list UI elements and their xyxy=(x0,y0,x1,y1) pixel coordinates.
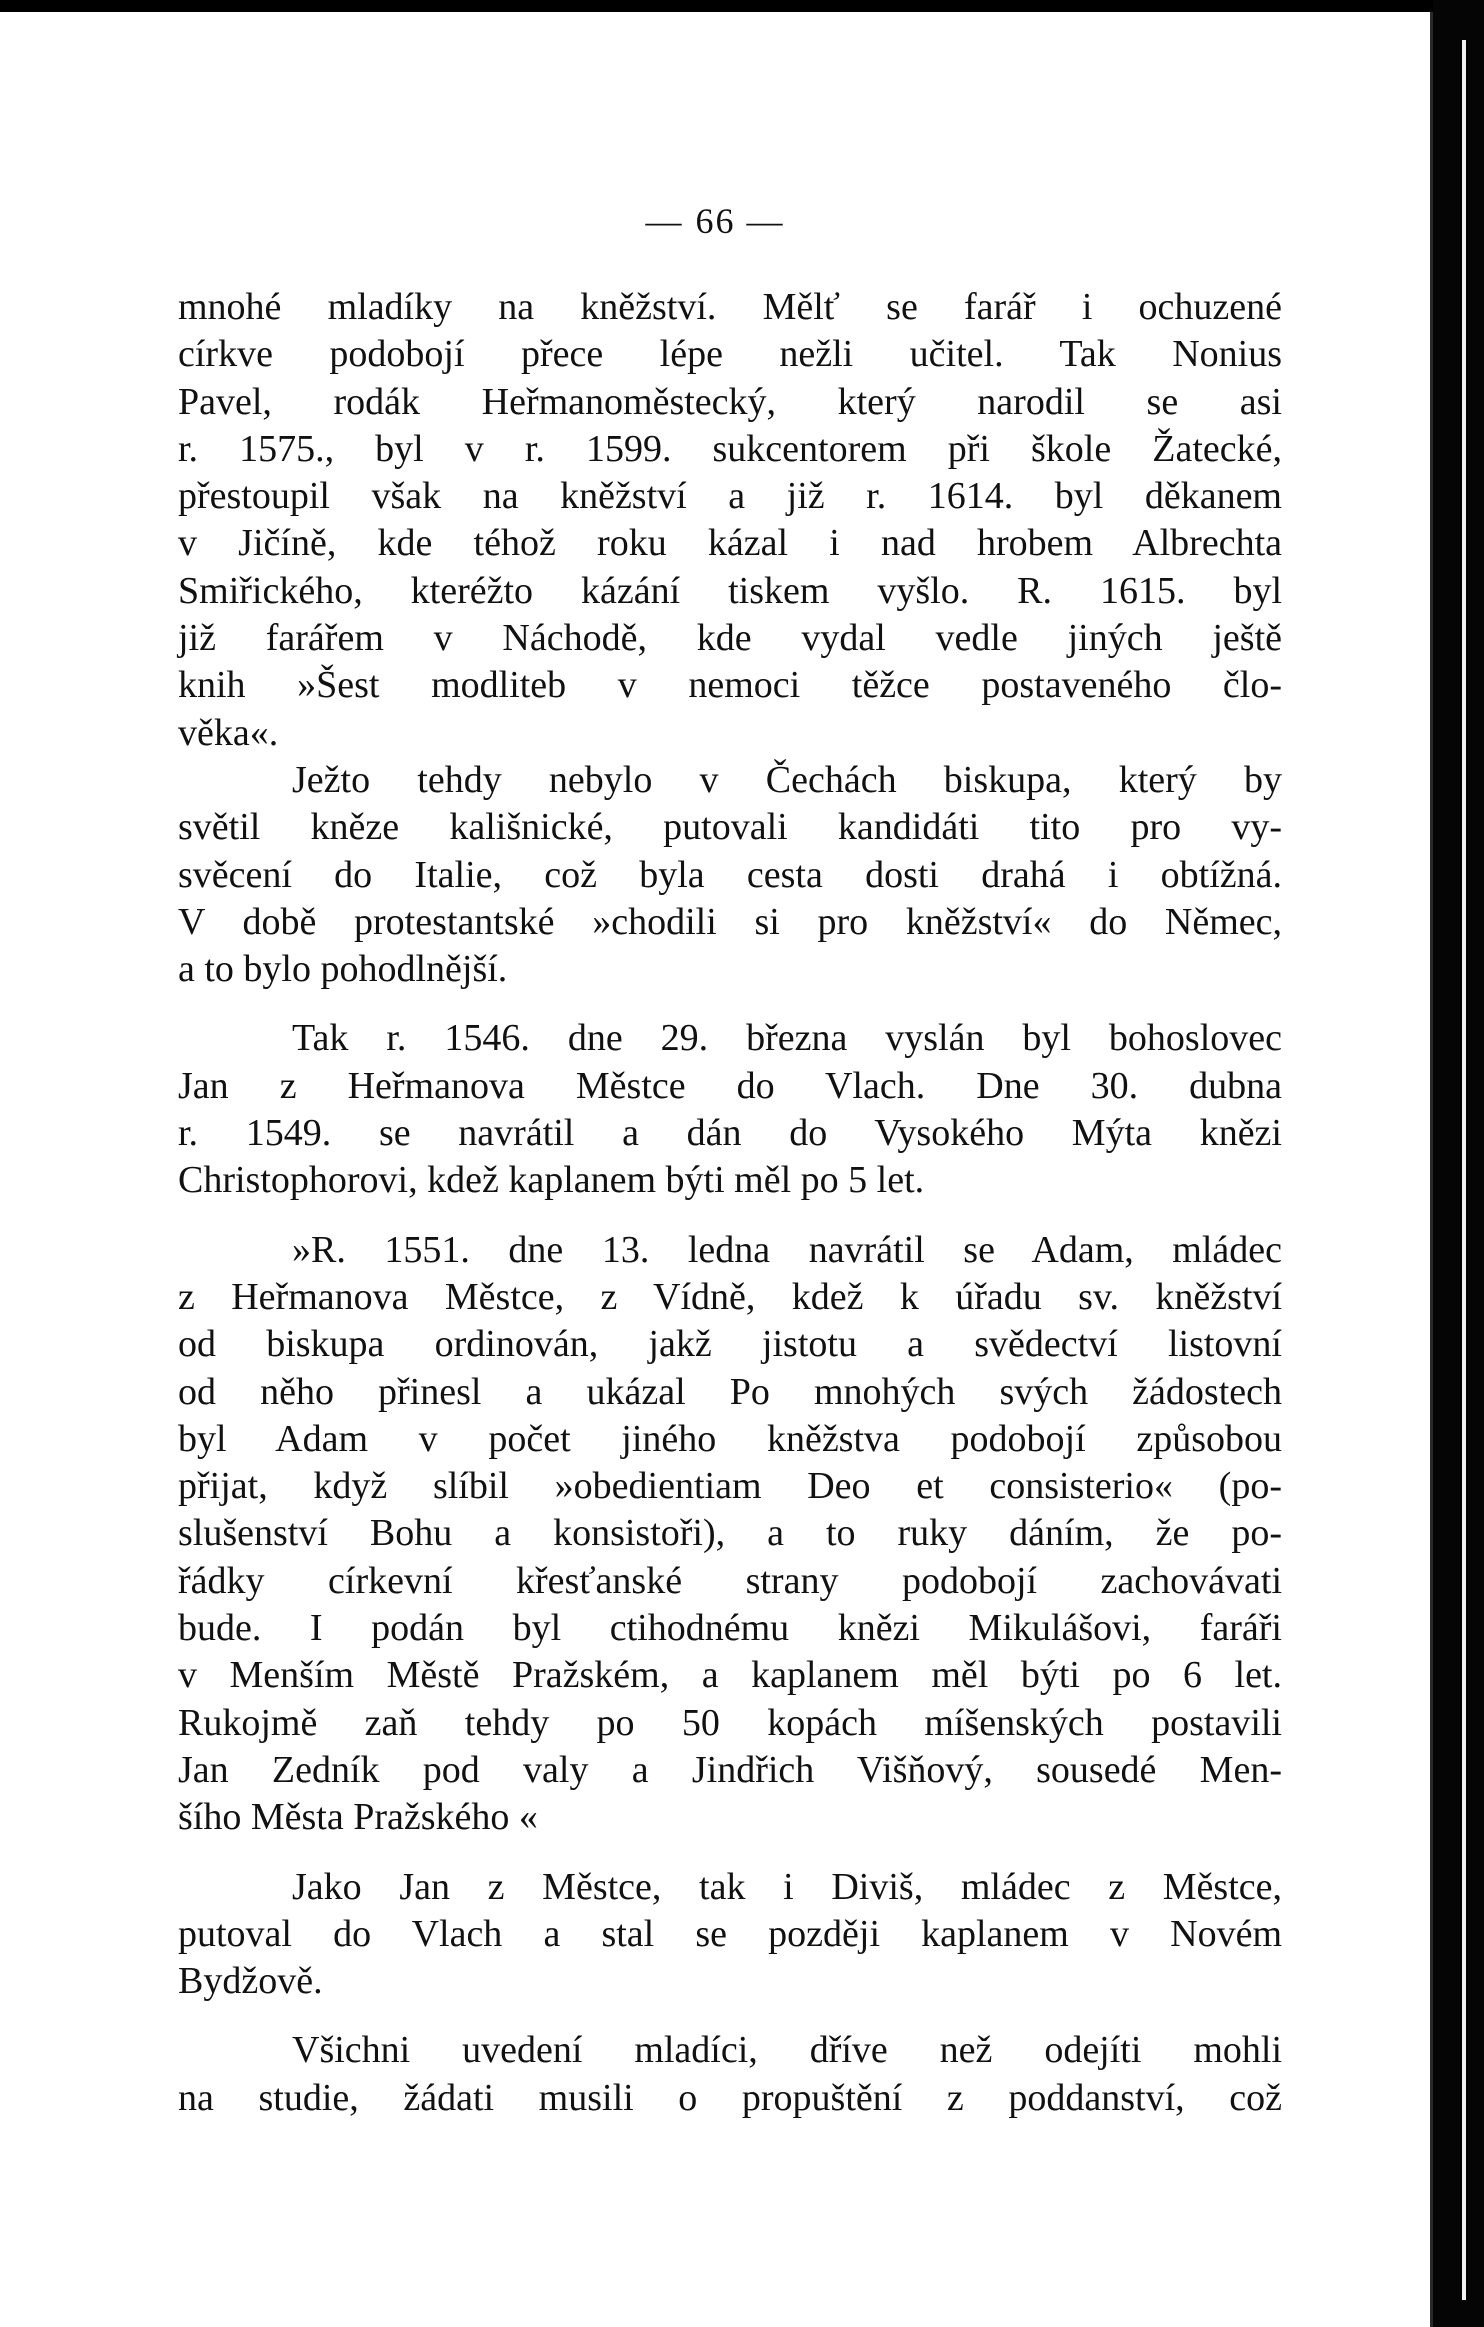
text-line: v Menším Městě Pražském, a kaplanem měl býti po 6 let. xyxy=(178,1654,1282,1697)
text-line: Jan z Heřmanova Městce do Vlach. Dne 30. dubna xyxy=(178,1064,1282,1107)
dash-right: — xyxy=(746,201,785,241)
page-number-value: 66 xyxy=(695,201,736,241)
text-line: Bydžově. xyxy=(178,1960,323,2003)
text-line: z Heřmanova Městce, z Vídně, kdež k úřadu sv. kněžství xyxy=(178,1275,1282,1318)
text-line: Smiřického, kteréžto kázání tiskem vyšlo. R. 1615. byl xyxy=(178,569,1282,612)
text-line: »R. 1551. dne 13. ledna navrátil se Adam, mládec xyxy=(292,1228,1282,1271)
book-page xyxy=(0,12,1433,2327)
text-line: putoval do Vlach a stal se později kaplanem v Novém xyxy=(178,1912,1282,1955)
text-line: a to bylo pohodlnější. xyxy=(178,948,508,991)
text-line: na studie, žádati musili o propuštění z poddanství, což xyxy=(178,2076,1282,2119)
paragraph-gap xyxy=(178,1205,1282,1227)
text-line: věka«. xyxy=(178,711,279,754)
text-line: od něho přinesl a ukázal Po mnohých svých žádostech xyxy=(178,1370,1282,1413)
text-line: bude. I podán byl ctihodnému knězi Mikulášovi, faráři xyxy=(178,1607,1282,1650)
text-line: byl Adam v počet jiného kněžstva podobojí způsobou xyxy=(178,1417,1282,1460)
paragraph-4 xyxy=(178,1227,1282,1842)
text-line: světil kněze kališnické, putovali kandidáti tito pro vy- xyxy=(178,806,1282,849)
text-line: církve podobojí přece lépe nežli učitel. Tak Nonius xyxy=(178,333,1282,376)
paragraph-3 xyxy=(178,1015,1282,1204)
text-line: Tak r. 1546. dne 29. března vyslán byl bohoslovec xyxy=(292,1017,1282,1060)
paragraph-gap xyxy=(178,2005,1282,2027)
scan-edge xyxy=(1433,0,1484,2327)
text-line: r. 1549. se navrátil a dán do Vysokého Mýta knězi xyxy=(178,1112,1282,1155)
text-line: přestoupil však na kněžství a již r. 1614. byl děkanem xyxy=(178,475,1282,518)
paragraph-2 xyxy=(178,757,1282,993)
text-line: šího Města Pražského « xyxy=(178,1796,538,1839)
text-line: Ježto tehdy nebylo v Čechách biskupa, který by xyxy=(292,758,1282,801)
text-line: řádky církevní křesťanské strany podobojí zachovávati xyxy=(178,1559,1282,1602)
body-text xyxy=(178,284,1282,2122)
scan-edge-line xyxy=(1462,40,1466,2300)
text-line: knih »Šest modliteb v nemoci těžce postaveného člo- xyxy=(178,664,1282,707)
text-line: již farářem v Náchodě, kde vydal vedle jiných ještě xyxy=(178,617,1282,660)
text-line: Jan Zedník pod valy a Jindřich Višňový, sousedé Men- xyxy=(178,1748,1282,1791)
dash-left: — xyxy=(645,201,684,241)
paragraph-5 xyxy=(178,1864,1282,2006)
page-number xyxy=(0,200,1430,242)
text-line: Rukojmě zaň tehdy po 50 kopách míšenských postavili xyxy=(178,1701,1282,1744)
text-line: mnohé mladíky na kněžství. Mělť se farář i ochuzené xyxy=(178,286,1282,328)
paragraph-1 xyxy=(178,284,1282,757)
text-line: Všichni uvedení mladíci, dříve než odejíti mohli xyxy=(292,2029,1282,2072)
paragraph-gap xyxy=(178,993,1282,1015)
paragraph-gap xyxy=(178,1842,1282,1864)
text-line: Christophorovi, kdež kaplanem býti měl po 5 let. xyxy=(178,1159,925,1202)
text-line: od biskupa ordinován, jakž jistotu a svědectví listovní xyxy=(178,1323,1282,1366)
text-line: slušenství Bohu a konsistoři), a to ruky dáním, že po- xyxy=(178,1512,1282,1555)
paragraph-6 xyxy=(178,2027,1282,2122)
text-line: svěcení do Italie, což byla cesta dosti drahá i obtížná. xyxy=(178,853,1282,896)
text-line: V době protestantské »chodili si pro kněžství« do Němec, xyxy=(178,900,1282,943)
text-line: Pavel, rodák Heřmanoměstecký, který narodil se asi xyxy=(178,380,1282,423)
text-line: přijat, když slíbil »obedientiam Deo et consisterio« (po- xyxy=(178,1465,1282,1508)
text-line: v Jičíně, kde téhož roku kázal i nad hrobem Albrechta xyxy=(178,522,1282,565)
text-line: Jako Jan z Městce, tak i Diviš, mládec z Městce, xyxy=(292,1865,1282,1908)
text-line: r. 1575., byl v r. 1599. sukcentorem při škole Žatecké, xyxy=(178,427,1282,470)
